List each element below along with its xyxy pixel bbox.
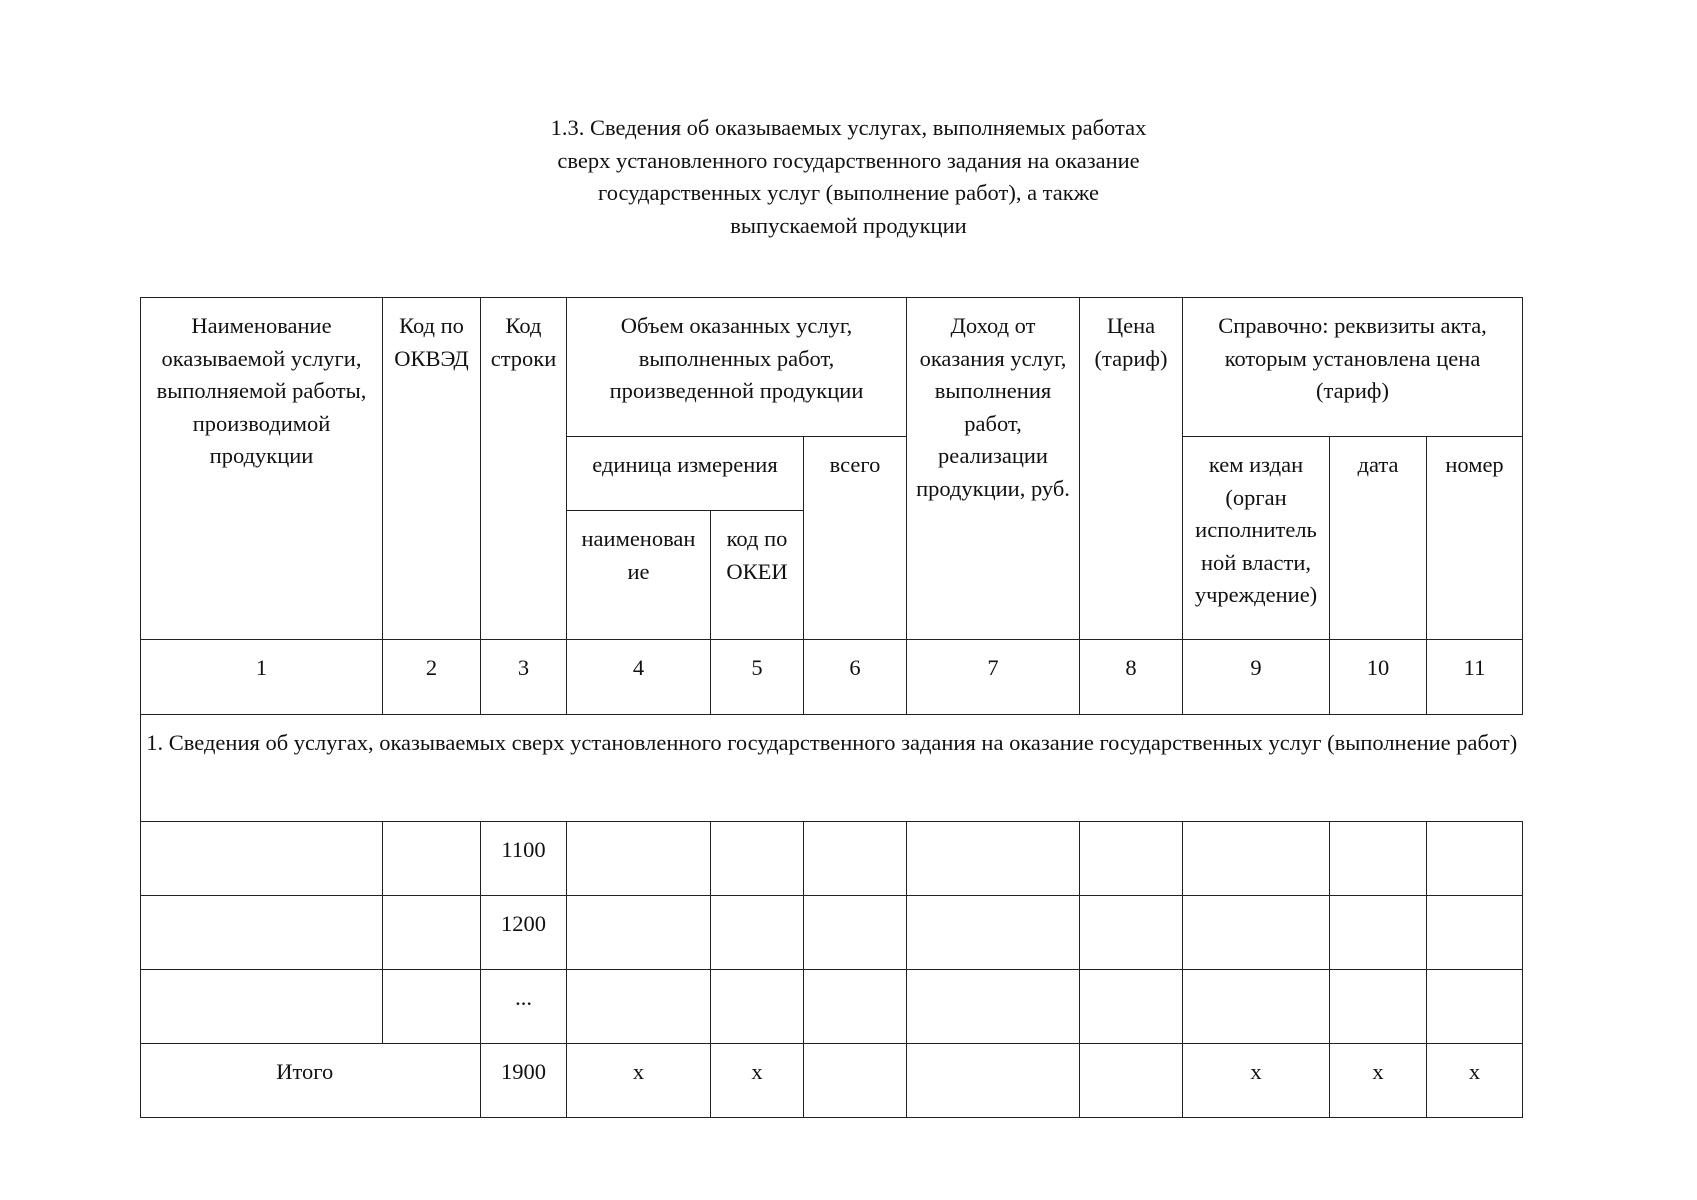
- column-number: 11: [1427, 640, 1523, 715]
- header-unit: единица измерения: [567, 437, 804, 511]
- cell-empty: [804, 896, 907, 970]
- table-row: [141, 822, 1523, 896]
- cell-empty: [141, 970, 383, 1044]
- cell-empty: [907, 896, 1080, 970]
- cell-empty: [383, 896, 481, 970]
- cell-empty: [1330, 896, 1427, 970]
- header-service-name: Наименование оказываемой услуги, выполняемой работы, производимой продукции: [141, 298, 383, 640]
- cell-empty: [1427, 970, 1523, 1044]
- header-okved-code: Код по ОКВЭД: [383, 298, 481, 640]
- total-cell: x: [711, 1044, 804, 1118]
- cell-empty: [1330, 822, 1427, 896]
- column-number: 2: [383, 640, 481, 715]
- cell-empty: [804, 822, 907, 896]
- total-label: Итого: [141, 1044, 383, 1118]
- cell-empty: [1427, 896, 1523, 970]
- total-row: [141, 1044, 1523, 1118]
- cell-empty: [711, 822, 804, 896]
- cell-empty: [567, 970, 711, 1044]
- title-line: выпускаемой продукции: [730, 212, 967, 238]
- header-date: дата: [1330, 437, 1427, 640]
- title-line: государственных услуг (выполнение работ), а также: [598, 180, 1099, 205]
- cell-empty: [1080, 1044, 1183, 1118]
- header-number: номер: [1427, 437, 1523, 640]
- title-line: 1.3. Сведения об оказываемых услугах, выполняемых работах: [550, 115, 1147, 140]
- cell-empty: [804, 970, 907, 1044]
- header-row-code: Код строки: [481, 298, 567, 640]
- cell-empty: [567, 822, 711, 896]
- cell-empty: [567, 896, 711, 970]
- title-line: сверх установленного государственного задания на оказание: [557, 147, 1140, 173]
- row-code: 1100: [481, 822, 567, 896]
- cell-empty: [907, 822, 1080, 896]
- services-table: [140, 297, 1523, 1118]
- column-number: 1: [141, 640, 383, 715]
- header-price: Цена (тариф): [1080, 298, 1183, 640]
- header-issued-by: кем издан (орган исполнитель ной власти, учреждение): [1183, 437, 1330, 640]
- total-code: 1900: [481, 1044, 567, 1118]
- section-heading: 1. Сведения об услугах, оказываемых сверх установленного государственного задания на оказание государственных услуг (выполнение работ): [141, 715, 1523, 822]
- cell-empty: [1330, 970, 1427, 1044]
- cell-empty: [1183, 822, 1330, 896]
- cell-empty: [804, 1044, 907, 1118]
- total-cell: x: [1183, 1044, 1330, 1118]
- column-number: 6: [804, 640, 907, 715]
- header-total: всего: [804, 437, 907, 640]
- cell-empty: [1080, 970, 1183, 1044]
- total-cell: x: [567, 1044, 711, 1118]
- total-cell: x: [1330, 1044, 1427, 1118]
- cell-empty: [1080, 896, 1183, 970]
- table-row: [141, 896, 1523, 970]
- cell-empty: [907, 1044, 1080, 1118]
- column-number: 5: [711, 640, 804, 715]
- cell-empty: [141, 896, 383, 970]
- cell-empty: [711, 896, 804, 970]
- cell-empty: [1080, 822, 1183, 896]
- cell-empty: [907, 970, 1080, 1044]
- column-number: 9: [1183, 640, 1330, 715]
- table-row: [141, 970, 1523, 1044]
- column-number: 8: [1080, 640, 1183, 715]
- row-code: ...: [481, 970, 567, 1044]
- cell-empty: [1183, 896, 1330, 970]
- header-unit-name: наименован ие: [567, 511, 711, 640]
- cell-empty: [1183, 970, 1330, 1044]
- header-volume: Объем оказанных услуг, выполненных работ, произведенной продукции: [567, 298, 907, 437]
- header-reference: Справочно: реквизиты акта, которым установлена цена (тариф): [1183, 298, 1523, 437]
- cell-empty: [383, 1044, 481, 1118]
- column-number: 3: [481, 640, 567, 715]
- cell-empty: [141, 822, 383, 896]
- header-unit-code: код по ОКЕИ: [711, 511, 804, 640]
- column-number: 4: [567, 640, 711, 715]
- document-title: [0, 112, 1697, 242]
- cell-empty: [711, 970, 804, 1044]
- row-code: 1200: [481, 896, 567, 970]
- total-cell: x: [1427, 1044, 1523, 1118]
- column-number: 10: [1330, 640, 1427, 715]
- cell-empty: [383, 970, 481, 1044]
- cell-empty: [383, 822, 481, 896]
- column-numbers-row: [141, 640, 1523, 715]
- cell-empty: [1427, 822, 1523, 896]
- header-income: Доход от оказания услуг, выполнения работ, реализации продукции, руб.: [907, 298, 1080, 640]
- column-number: 7: [907, 640, 1080, 715]
